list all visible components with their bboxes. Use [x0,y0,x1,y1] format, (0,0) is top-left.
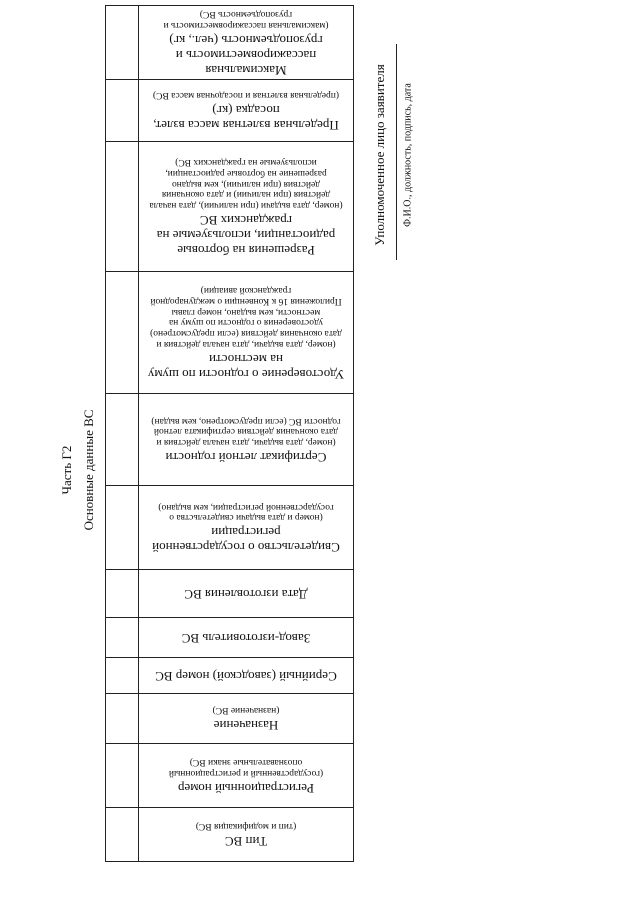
value-cell[interactable] [106,80,139,142]
value-cell[interactable] [106,486,139,570]
row-note: (номер, дата выдачи (при наличии), дата начала действия (при наличии) и дата окончания действия (при наличии), кем выдано разрешение на бортовые радиостанции, используемые на гражданских ВС) [149,156,343,211]
row-label: Предельная взлетная масса взлет, посадка (кг) [153,102,339,133]
table-row [106,6,354,80]
value-cell[interactable] [106,658,139,694]
row-label: Свидетельство о государственной регистрации [152,525,340,556]
table-row [106,142,354,272]
value-cell[interactable] [106,394,139,486]
row-label: Разрешения на бортовые радиостанции, используемые на гражданских ВС [156,213,336,259]
row-label: Удостоверение о годности по шуму на местности [147,352,345,383]
row-note: (номер, дата выдачи, дата начала действия и дата окончания действия (если предусмотрено) удостоверения о годности по шуму на местности, кем выдано, номер главы Приложения 16 к Конвенции о международной гражданской авиации) [150,284,342,350]
table-row [106,394,354,486]
row-note: (максимальная пассажировместимость и грузоподъемность ВС) [163,9,329,31]
row-label: Регистрационный номер [178,780,314,796]
value-cell[interactable] [106,744,139,808]
row-note: (номер и дата выдачи свидетельства о государственной регистрации, кем выдано) [158,501,334,523]
row-label: Тип ВС [224,834,268,850]
value-cell[interactable] [106,6,139,80]
table-row [106,658,354,694]
row-note: (государственный и регистрационный опознавательные знаки ВС) [168,757,324,778]
value-cell[interactable] [106,618,139,658]
row-label: Дата изготовления ВС [184,586,308,602]
part-title: Часть Г2 [59,445,74,495]
signature-caption: Ф.И.О., должность, подпись, дата [402,83,414,227]
table-row [106,808,354,862]
row-label: Максимальная пассажировместимость и грузоподъемность (чел., кг) [169,33,323,78]
row-note: (номер, дата выдачи, дата начала действия и дата окончания действия сертификата летной годности ВС (если предусмотрено, кем выдан) [151,415,341,448]
table-row [106,694,354,744]
row-label: Завод-изготовитель ВС [181,630,311,646]
signature-line [396,44,397,260]
row-note: (тип и модификация ВС) [195,821,297,832]
row-label: Сертификат летной годности [165,450,327,466]
table-row [106,486,354,570]
row-note: (предельная взлетная и посадочная масса ВС) [152,90,340,101]
row-note: (назначение ВС) [212,705,280,716]
table-row [106,570,354,618]
part-heading [55,409,105,531]
row-label: Назначение [213,718,279,734]
table-row [106,744,354,808]
table-row [106,618,354,658]
value-cell[interactable] [106,694,139,744]
value-cell[interactable] [106,142,139,272]
table-row [106,80,354,142]
row-label: Серийный (заводской) номер ВС [155,668,337,684]
table-row [106,272,354,394]
aircraft-data-table [108,9,354,862]
value-cell[interactable] [106,808,139,862]
value-cell[interactable] [106,272,139,394]
signature-title: Уполномоченное лицо заявителя [372,64,387,246]
value-cell[interactable] [106,570,139,618]
part-subtitle: Основные данные ВС [81,409,96,531]
